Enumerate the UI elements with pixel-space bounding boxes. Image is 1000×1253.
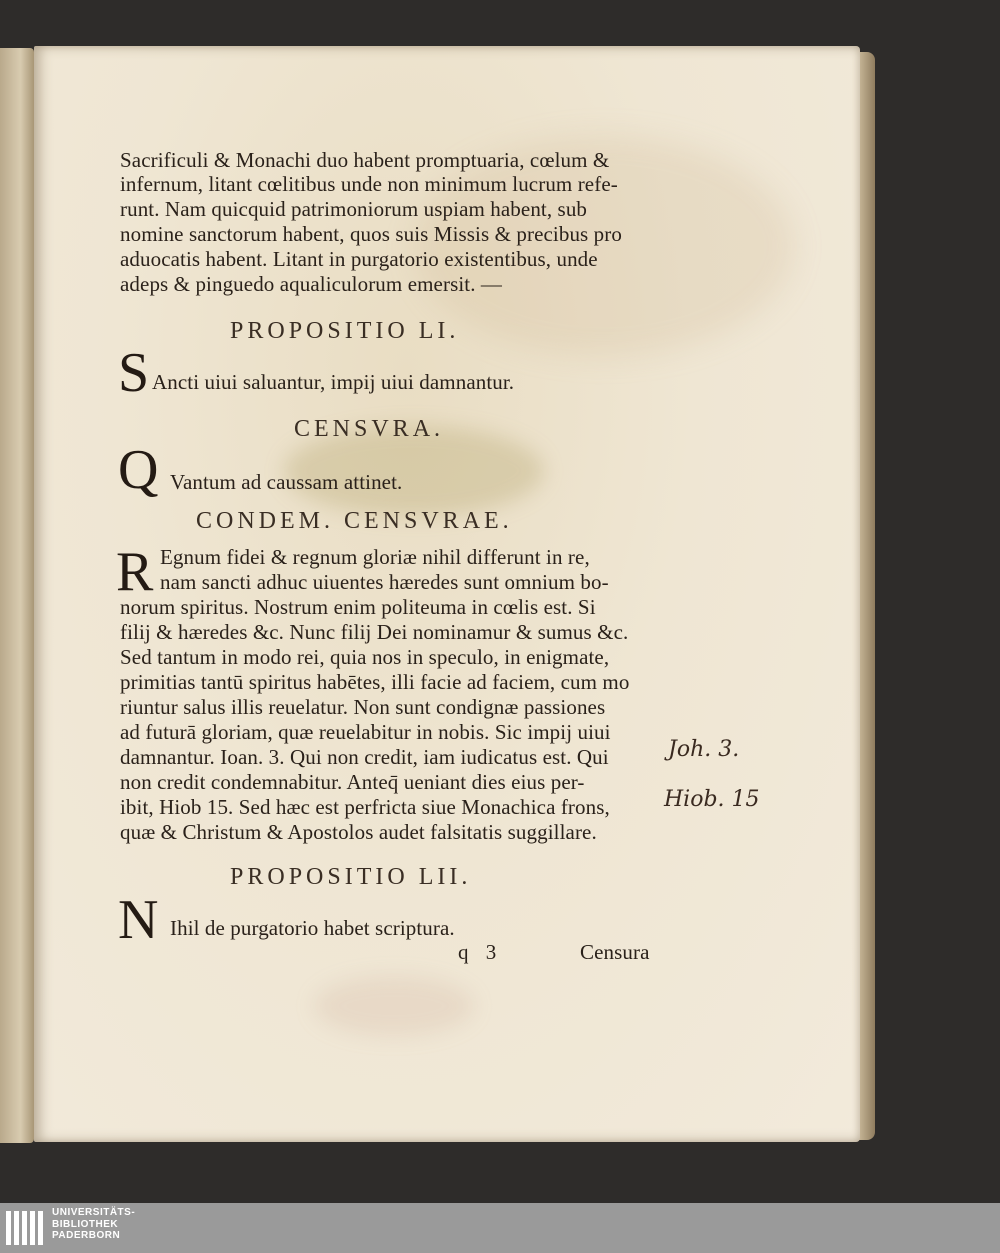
text-line: ad futurā gloriam, quæ reuelabitur in nobis. Sic impij uiui [120, 720, 611, 744]
drop-initial: R [116, 541, 154, 603]
library-logo-icon [4, 1207, 46, 1249]
text-line: runt. Nam quicquid patrimoniorum uspiam habent, sub [120, 197, 588, 221]
text-line: aduocatis habent. Litant in purgatorio existentibus, unde [120, 247, 598, 271]
heading-propositio-51: PROPOSITIO LI. [230, 318, 460, 344]
text-line: Sacrificuli & Monachi duo habent promptuaria, cœlum & [120, 148, 610, 172]
signature-mark: q 3 [458, 940, 503, 964]
text-line: norum spiritus. Nostrum enim politeuma in cœlis est. Si [120, 595, 596, 619]
library-name-line: UNIVERSITÄTS- [52, 1207, 136, 1218]
proposition-text: Ihil de purgatorio habet scriptura. [170, 916, 455, 940]
text-line: riuntur salus illis reuelatur. Non sunt condignæ passiones [120, 695, 606, 719]
text-line: damnantur. Ioan. 3. Qui non credit, iam iudicatus est. Qui [120, 745, 609, 769]
library-name [52, 1207, 135, 1242]
library-name-line: PADERBORN [52, 1230, 121, 1241]
drop-initial: N [118, 889, 159, 951]
text-line: adeps & pinguedo aqualiculorum emersit. — [120, 272, 503, 296]
heading-censura: CENSVRA. [294, 416, 445, 442]
text-line: primitias tantū spiritus habētes, illi facie ad faciem, cum mo [120, 670, 630, 694]
drop-initial: S [118, 342, 150, 404]
margin-note: Joh. 3. [668, 737, 740, 762]
text-line: non credit condemnabitur. Anteq̄ ueniant dies eius per- [120, 770, 585, 794]
library-name-line: BIBLIOTHEK [52, 1218, 119, 1230]
library-footer [0, 1203, 1000, 1253]
text-line: filij & hæredes &c. Nunc filij Dei nominamur & sumus &c. [120, 620, 629, 644]
drop-initial: Q [118, 439, 159, 501]
text-line: infernum, litant cœlitibus unde non minimum lucrum refe- [120, 172, 618, 196]
text-line: quæ & Christum & Apostolos audet falsitatis suggillare. [120, 820, 597, 844]
text-line: Sed tantum in modo rei, quia nos in speculo, in enigmate, [120, 645, 610, 669]
proposition-text: Ancti uiui saluantur, impij uiui damnantur. [152, 370, 515, 394]
text-line: Egnum fidei & regnum gloriæ nihil differunt in re, [160, 545, 590, 569]
text-line: nomine sanctorum habent, quos suis Missis & precibus pro [120, 222, 622, 246]
catchword: Censura [580, 940, 650, 964]
censura-text: Vantum ad caussam attinet. [170, 470, 403, 494]
facing-page-edge [0, 48, 34, 1143]
margin-note: Hiob. 15 [664, 787, 760, 812]
heading-propositio-52: PROPOSITIO LII. [230, 864, 472, 890]
text-line: ibit, Hiob 15. Sed hæc est perfricta siue Monachica frons, [120, 795, 610, 819]
ink-stain [314, 976, 474, 1036]
text-line: nam sancti adhuc uiuentes hæredes sunt omnium bo- [160, 570, 609, 594]
heading-condem-censurae: CONDEM. CENSVRAE. [196, 508, 513, 534]
